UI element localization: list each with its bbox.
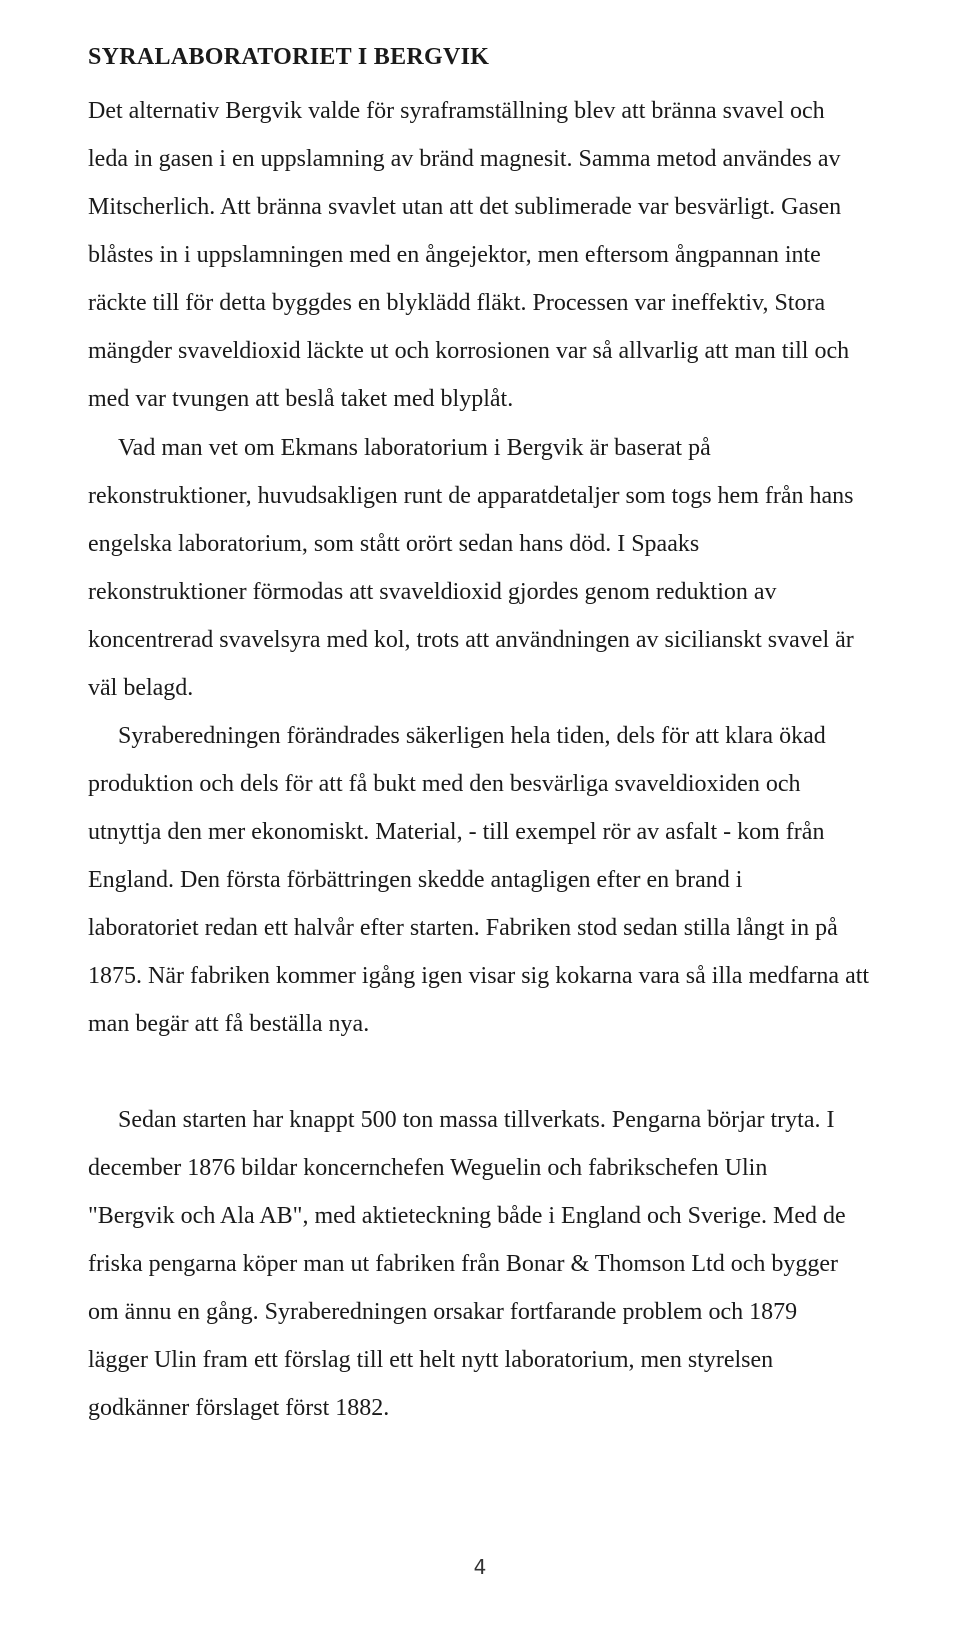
text-line: väl belagd. xyxy=(88,675,194,701)
text-line: rekonstruktioner förmodas att svaveldioxid gjordes genom reduktion av xyxy=(88,579,777,605)
text-line: leda in gasen i en uppslamning av bränd magnesit. Samma metod användes av xyxy=(88,146,841,172)
page-title: SYRALABORATORIET I BERGVIK xyxy=(88,44,490,70)
text-line: december 1876 bildar koncernchefen Weguelin och fabrikschefen Ulin xyxy=(88,1155,768,1181)
text-line: utnyttja den mer ekonomiskt. Material, - till exempel rör av asfalt - kom från xyxy=(88,819,825,845)
text-line: Vad man vet om Ekmans laboratorium i Bergvik är baserat på xyxy=(118,435,711,461)
text-line: man begär att få beställa nya. xyxy=(88,1011,370,1037)
text-line: Sedan starten har knappt 500 ton massa tillverkats. Pengarna börjar tryta. I xyxy=(118,1107,835,1133)
text-line: "Bergvik och Ala AB", med aktieteckning både i England och Sverige. Med de xyxy=(88,1203,846,1229)
text-line: lägger Ulin fram ett förslag till ett helt nytt laboratorium, men styrelsen xyxy=(88,1347,774,1373)
text-line: räckte till för detta byggdes en blyklädd fläkt. Processen var ineffektiv, Stora xyxy=(88,290,826,316)
text-line: blåstes in i uppslamningen med en ångejektor, men eftersom ångpannan inte xyxy=(88,242,821,268)
text-line: 1875. När fabriken kommer igång igen visar sig kokarna vara så illa medfarna att xyxy=(88,963,870,989)
text-line: rekonstruktioner, huvudsakligen runt de apparatdetaljer som togs hem från hans xyxy=(88,483,854,509)
text-line: produktion och dels för att få bukt med den besvärliga svaveldioxiden och xyxy=(88,771,801,797)
text-line: friska pengarna köper man ut fabriken från Bonar & Thomson Ltd och bygger xyxy=(88,1251,838,1277)
text-line: Mitscherlich. Att bränna svavlet utan att det sublimerade var besvärligt. Gasen xyxy=(88,194,842,220)
text-line: Syraberedningen förändrades säkerligen hela tiden, dels för att klara ökad xyxy=(118,723,826,749)
text-line: om ännu en gång. Syraberedningen orsakar fortfarande problem och 1879 xyxy=(88,1299,798,1325)
page-number: 4 xyxy=(473,1555,487,1579)
text-line: med var tvungen att beslå taket med blyplåt. xyxy=(88,386,514,412)
text-line: godkänner förslaget först 1882. xyxy=(88,1395,390,1421)
paragraph-2 xyxy=(88,424,960,712)
text-line: England. Den första förbättringen skedde antagligen efter en brand i xyxy=(88,867,743,893)
paragraph-4 xyxy=(88,1096,960,1432)
text-line: Det alternativ Bergvik valde för syraframställning blev att bränna svavel och xyxy=(88,98,825,124)
paragraph-1 xyxy=(88,87,960,423)
text-line: koncentrerad svavelsyra med kol, trots att användningen av sicilianskt svavel är xyxy=(88,627,854,653)
text-line: engelska laboratorium, som stått orört sedan hans död. I Spaaks xyxy=(88,531,700,557)
paragraph-3 xyxy=(88,712,960,1048)
text-line: mängder svaveldioxid läckte ut och korrosionen var så allvarlig att man till och xyxy=(88,338,850,364)
text-line: laboratoriet redan ett halvår efter starten. Fabriken stod sedan stilla långt in på xyxy=(88,915,838,941)
